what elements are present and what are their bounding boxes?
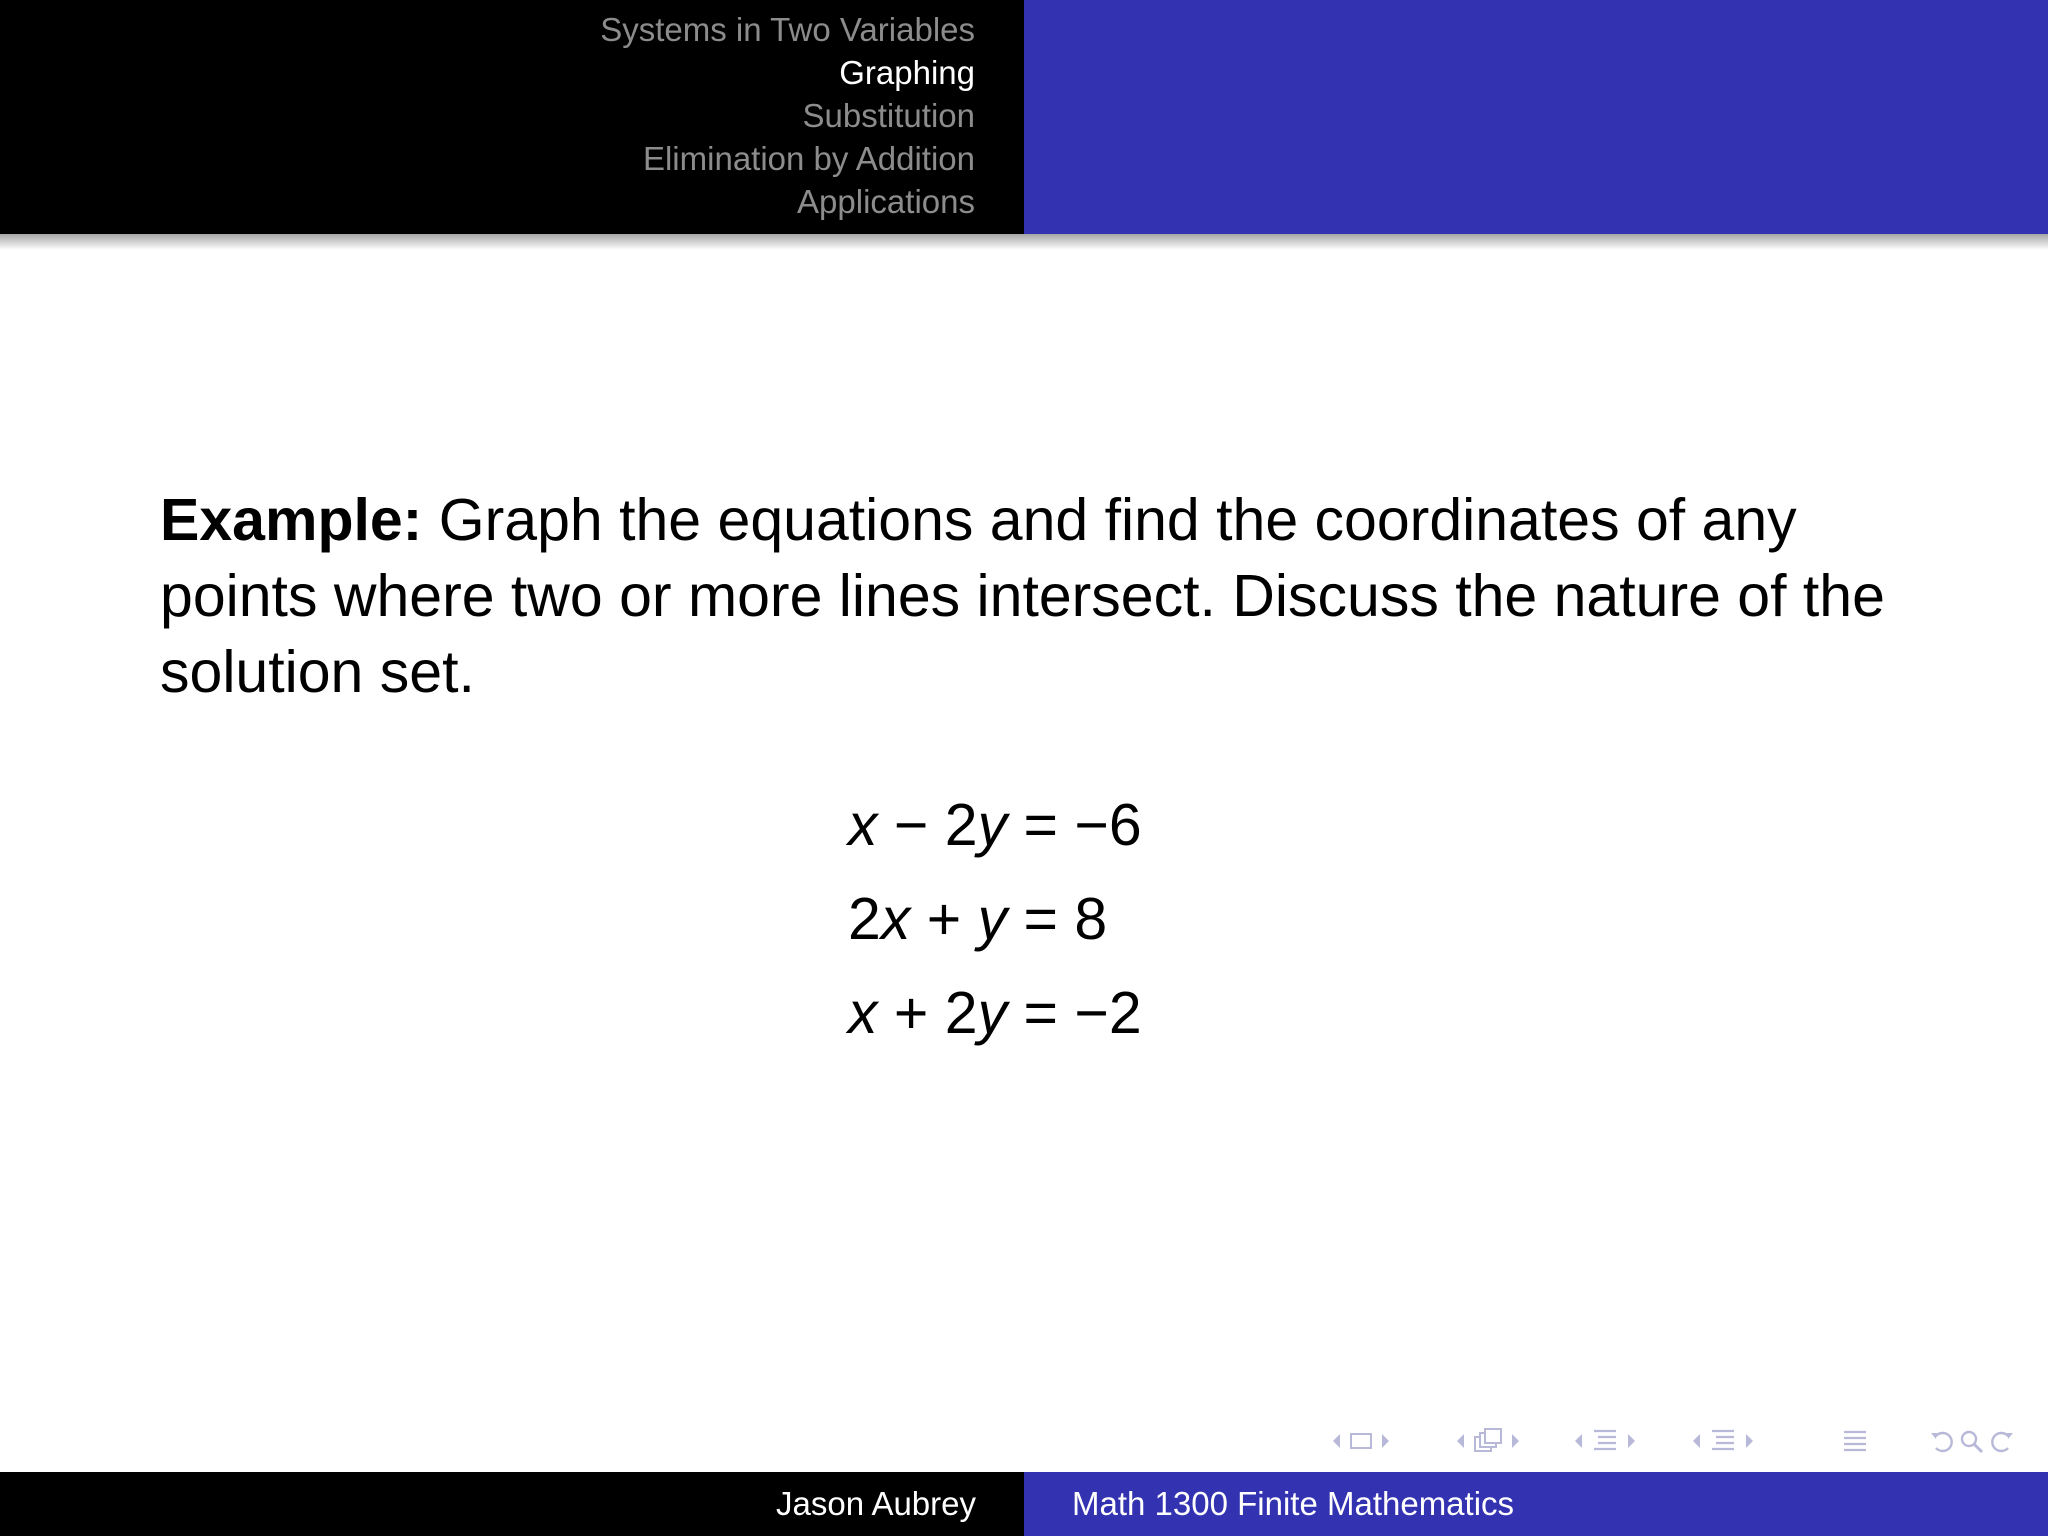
nav-item-systems-two-variables[interactable]: Systems in Two Variables	[600, 11, 975, 48]
equation-1: x − 2y = −6	[848, 792, 1142, 858]
nav-frame-icon[interactable]	[1348, 1424, 1374, 1458]
nav-item-applications[interactable]: Applications	[797, 183, 975, 220]
header-shadow	[0, 234, 2048, 250]
footer-course-title: Math 1300 Finite Mathematics	[1072, 1485, 1515, 1522]
nav-frame-next-icon[interactable]	[1380, 1424, 1392, 1458]
nav-section-next-icon[interactable]	[1626, 1424, 1638, 1458]
nav-item-elimination-by-addition[interactable]: Elimination by Addition	[642, 140, 975, 177]
equation-3: x + 2y = −2	[848, 980, 1142, 1046]
equation-system	[848, 778, 1142, 1060]
example-label: Example:	[160, 487, 423, 553]
nav-search-icon[interactable]	[1958, 1424, 1986, 1458]
header-section-nav	[0, 0, 1024, 234]
nav-frame-prev-icon[interactable]	[1330, 1424, 1342, 1458]
footer-author: Jason Aubrey	[776, 1485, 976, 1522]
header-blue-panel	[1024, 0, 2048, 234]
nav-align-icon[interactable]	[1840, 1424, 1870, 1458]
nav-forward-icon[interactable]	[1988, 1424, 2016, 1458]
nav-document-next-icon[interactable]	[1744, 1424, 1756, 1458]
section-nav-list	[600, 8, 975, 223]
nav-document-prev-icon[interactable]	[1690, 1424, 1702, 1458]
footer-bar	[0, 1472, 2048, 1536]
navigation-symbols	[1330, 1424, 2030, 1458]
nav-back-icon[interactable]	[1928, 1424, 1956, 1458]
footer-author-panel	[0, 1472, 1024, 1536]
footer-course-panel	[1024, 1472, 2048, 1536]
nav-subsection-next-icon[interactable]	[1510, 1424, 1522, 1458]
nav-item-substitution[interactable]: Substitution	[802, 97, 975, 134]
nav-subsection-icon[interactable]	[1472, 1424, 1504, 1458]
header-bar	[0, 0, 2048, 234]
example-text: Graph the equations and find the coordinates of any points where two or more lines intersect. Discuss the nature of the solution set.	[160, 487, 1885, 705]
equation-2: 2x + y = 8	[848, 886, 1108, 952]
nav-document-icon[interactable]	[1708, 1424, 1738, 1458]
nav-item-graphing[interactable]: Graphing	[839, 54, 975, 91]
nav-section-icon[interactable]	[1590, 1424, 1620, 1458]
nav-section-prev-icon[interactable]	[1572, 1424, 1584, 1458]
example-paragraph	[160, 482, 1920, 710]
nav-subsection-prev-icon[interactable]	[1454, 1424, 1466, 1458]
